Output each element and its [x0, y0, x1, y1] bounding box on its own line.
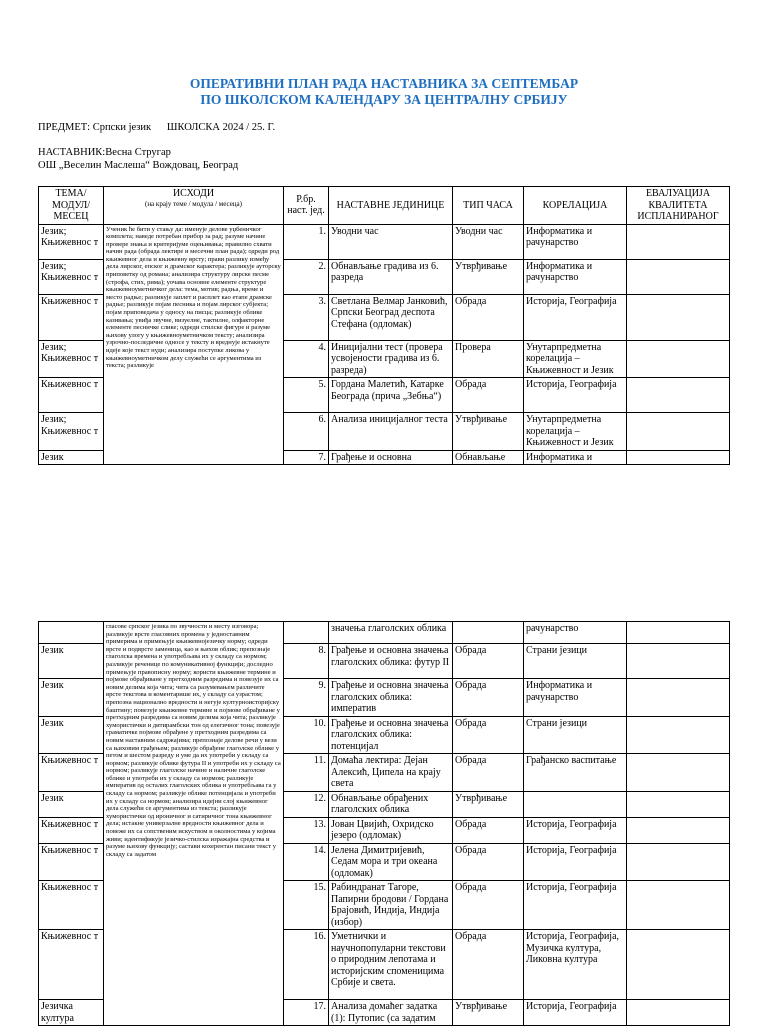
unit-cell: значења глаголских облика	[329, 622, 453, 644]
corr-cell: Историја, Географија	[524, 378, 627, 413]
eval-cell	[627, 881, 730, 930]
document-title	[0, 76, 768, 108]
topic-cell: Књижевнос т	[39, 930, 104, 1000]
type-cell: Обрада	[453, 378, 524, 413]
eval-cell	[627, 1000, 730, 1026]
type-cell: Уводни час	[453, 224, 524, 259]
unit-cell: Обнављање градива из 6. разреда	[329, 259, 453, 294]
num-cell: 8.	[284, 644, 329, 679]
header-outcomes-title: ИСХОДИ	[172, 188, 215, 199]
topic-cell: Књижевнос т	[39, 754, 104, 792]
unit-cell: Светлана Велмар Јанковић, Српски Београд деспота Стефана (одломак)	[329, 294, 453, 340]
type-cell: Обрада	[453, 817, 524, 843]
eval-cell	[627, 294, 730, 340]
topic-cell: Језик	[39, 679, 104, 717]
corr-cell: Информатика и рачунарство	[524, 224, 627, 259]
eval-cell	[627, 450, 730, 465]
eval-cell	[627, 259, 730, 294]
corr-cell: Унутарпредметна корелација – Књижевност и Језик	[524, 413, 627, 451]
unit-cell: Домаћа лектира: Дејан Алексић, Ципела на крају света	[329, 754, 453, 792]
eval-cell	[627, 378, 730, 413]
type-cell	[453, 622, 524, 644]
eval-cell	[627, 716, 730, 754]
type-cell: Провера	[453, 340, 524, 378]
corr-cell: Информатика и	[524, 450, 627, 465]
num-cell: 3.	[284, 294, 329, 340]
header-corr: КОРЕЛАЦИЈА	[524, 187, 627, 225]
table-row	[39, 622, 730, 644]
corr-cell	[524, 791, 627, 817]
topic-cell: Језик	[39, 644, 104, 679]
eval-cell	[627, 843, 730, 881]
unit-cell: Уводни час	[329, 224, 453, 259]
unit-cell: Анализа иницијалног теста	[329, 413, 453, 451]
unit-cell: Грађење и основна значења глаголских облика: футур II	[329, 644, 453, 679]
corr-cell: Информатика и рачунарство	[524, 679, 627, 717]
eval-cell	[627, 817, 730, 843]
topic-cell: Језик; Књижевнос т	[39, 413, 104, 451]
school-line: ОШ „Веселин Маслеша“ Вождовац, Београд	[38, 160, 239, 171]
num-cell: 6.	[284, 413, 329, 451]
unit-cell: Иницијални тест (провера усвојености градива из 6. разреда)	[329, 340, 453, 378]
topic-cell: Језик	[39, 716, 104, 754]
topic-cell	[39, 622, 104, 644]
header-unit: НАСТАВНЕ ЈЕДИНИЦЕ	[329, 187, 453, 225]
type-cell: Утврђивање	[453, 791, 524, 817]
topic-cell: Језик	[39, 450, 104, 465]
unit-cell: Анализа домаћег задатка (1): Путопис (са задатим	[329, 1000, 453, 1026]
header-outcomes-sub: (на крају теме / модула / месеца)	[144, 199, 242, 208]
type-cell: Обрада	[453, 644, 524, 679]
eval-cell	[627, 224, 730, 259]
unit-cell: Гордана Малетић, Катарке Београда (прича „Зебња“)	[329, 378, 453, 413]
type-cell: Утврђивање	[453, 1000, 524, 1026]
corr-cell: Грађанско васпитање	[524, 754, 627, 792]
num-cell: 2.	[284, 259, 329, 294]
outcomes-cell	[104, 224, 284, 465]
topic-cell: Књижевнос т	[39, 881, 104, 930]
unit-cell: Обнављање обрађених глаголских облика	[329, 791, 453, 817]
topic-cell: Књижевнос т	[39, 378, 104, 413]
num-cell: 16.	[284, 930, 329, 1000]
type-cell: Утврђивање	[453, 259, 524, 294]
topic-cell: Језик	[39, 791, 104, 817]
corr-cell: Историја, Географија, Музичка култура, Ликовна култура	[524, 930, 627, 1000]
type-cell: Обрада	[453, 930, 524, 1000]
corr-cell: Историја, Географија	[524, 817, 627, 843]
unit-cell: Грађење и основна значења глаголских облика: императив	[329, 679, 453, 717]
unit-cell: Јован Цвијић, Охридско језеро (одломак)	[329, 817, 453, 843]
topic-cell: Књижевнос т	[39, 294, 104, 340]
num-cell	[284, 622, 329, 644]
corr-cell: рачунарство	[524, 622, 627, 644]
outcomes-text: гласове српског језика по звучности и месту изговора; разликује врсте гласовних промена у једноставним примерима и примењује књижевнојезичку норму; одреди врсте и подврсте заменица, као и њихов облик; препознаје глаголска времена и употребљава их у складу са нормом; разликује реченице по комуникативној функцији; доследно примењује правописну норму; користи књижевне термине и појмове обрађиване у претходним разредима и повезује их са новим делима која чита; чита са разумевањем различите врсте текстова и коментарише их, у складу са узрастом; препозна национално вредности и негује културноисторијску баштину; повезује књижевне термине и појмове обрађиване у претходним разредима са новим делима која чита; разликује хумористички и дитирамбски тон од елегичног тона; повезује граматичке појмове обрађене у претходним разредима са новим наставним садржајима; препознаје делове речи у вези са њиховим грађењем; разликује обрађене глаголске облике у петом и шестом разреду и уме да их употреби у складу са нормом; разликује облике футура II и употреби их у складу са нормом; разликује глаголске начине и наличне глаголске облике и употреби их у складу са нормом; разликује императив од осталих глаголских облика и употребљава га у складу са нормом; разликује облике потенцијала и употреби их у складу са нормом; анализира идејни слој књижевног дела служећи се аргументима из текста; разликује хумористички од ироничног и сатиричног тона књижевног дела; истакне универзалне вредности књижевног дела и повеже их са сопственим искуством и околностима у којима живи; идентификује језичко-стилска изражајна средства и разуме њихову функцију; састави кохерентан писани текст у складу са задатом	[106, 623, 281, 858]
num-cell: 15.	[284, 881, 329, 930]
type-cell: Обрада	[453, 754, 524, 792]
type-cell: Обрада	[453, 679, 524, 717]
subject-line: ПРЕДМЕТ: Српски језик ШКОЛСКА 2024 / 25. Г.	[38, 122, 276, 133]
unit-cell: Уметнички и научнопопуларни текстови о природним лепотама и историјским споменицима Србије и света.	[329, 930, 453, 1000]
unit-cell: Грађење и основна	[329, 450, 453, 465]
eval-cell	[627, 622, 730, 644]
num-cell: 17.	[284, 1000, 329, 1026]
eval-cell	[627, 644, 730, 679]
header-num: Р.бр. наст. јед.	[284, 187, 329, 225]
outcomes-text: Ученик ће бити у стању да: именује делове уџбеничког комплета; наведе потребан прибор за рад; разуме начине провере знања и критеријуме оцењивања; правилно схвати начин рада (обрада лектире и месечни план рада); одреди род књижевног дела и књижевну врсту; прави разлику између дела лирског, епског и драмског карактера; разликује ауторску приповетку од романа; анализира структуру лирске песме (строфа, стих, рима); уочава основне елементе структуре књижевноуметничког дела: тема, мотив; радња, време и место радње; разликује заплет и расплет као етапе драмске радње; разликује појам песника и појам лирског субјекта; појам приповедача у односу на писца; разликује облике казивања; увиђа звучне, визуелне, тактилне, олфакторне елементе песничке слике; одреди стилске фигуре и разуме њихову улогу у књижевноуметничком тексту; анализира узрочно-последичне односе у тексту и вреднује истакнуте идеје које текст нуди; анализира поступке ликова у књижевноуметничком делу служећи се аргументима из текста; разликује	[106, 225, 281, 370]
teacher-line: НАСТАВНИК:Весна Стругар	[38, 147, 171, 158]
corr-cell: Страни језици	[524, 644, 627, 679]
outcomes-cell	[104, 622, 284, 1026]
num-cell: 9.	[284, 679, 329, 717]
num-cell: 5.	[284, 378, 329, 413]
header-eval: ЕВАЛУАЦИЈА КВАЛИТЕТА ИСПЛАНИРАНОГ	[627, 187, 730, 225]
title-line-2: ПО ШКОЛСКОМ КАЛЕНДАРУ ЗА ЦЕНТРАЛНУ СРБИЈУ	[200, 92, 568, 107]
title-line-1: ОПЕРАТИВНИ ПЛАН РАДА НАСТАВНИКА ЗА СЕПТЕМБАР	[189, 76, 579, 91]
table-row	[39, 224, 730, 259]
topic-cell: Књижевнос т	[39, 817, 104, 843]
corr-cell: Историја, Географија	[524, 881, 627, 930]
eval-cell	[627, 679, 730, 717]
eval-cell	[627, 754, 730, 792]
plan-table-page-2	[38, 621, 730, 1026]
eval-cell	[627, 930, 730, 1000]
unit-cell: Рабиндранат Тагоре, Папирни бродови / Гордана Брајовић, Индија, Индија (избор)	[329, 881, 453, 930]
num-cell: 13.	[284, 817, 329, 843]
type-cell: Обрада	[453, 716, 524, 754]
header-type: ТИП ЧАСА	[453, 187, 524, 225]
type-cell: Утврђивање	[453, 413, 524, 451]
corr-cell: Историја, Географија	[524, 294, 627, 340]
eval-cell	[627, 413, 730, 451]
topic-cell: Језик; Књижевнос т	[39, 259, 104, 294]
topic-cell: Језик; Књижевнос т	[39, 340, 104, 378]
corr-cell: Историја, Географија	[524, 843, 627, 881]
topic-cell: Књижевнос т	[39, 843, 104, 881]
type-cell: Обнављање	[453, 450, 524, 465]
num-cell: 7.	[284, 450, 329, 465]
plan-table-page-1	[38, 186, 730, 465]
type-cell: Обрада	[453, 843, 524, 881]
header-topic: ТЕМА/ МОДУЛ/ МЕСЕЦ	[39, 187, 104, 225]
eval-cell	[627, 791, 730, 817]
corr-cell: Информатика и рачунарство	[524, 259, 627, 294]
num-cell: 11.	[284, 754, 329, 792]
num-cell: 1.	[284, 224, 329, 259]
corr-cell: Страни језици	[524, 716, 627, 754]
unit-cell: Грађење и основна значења глаголских облика: потенцијал	[329, 716, 453, 754]
eval-cell	[627, 340, 730, 378]
num-cell: 4.	[284, 340, 329, 378]
unit-cell: Јелена Димитријевић, Седам мора и три океана (одломак)	[329, 843, 453, 881]
topic-cell: Језичка култура	[39, 1000, 104, 1026]
num-cell: 14.	[284, 843, 329, 881]
header-outcomes	[104, 187, 284, 225]
type-cell: Обрада	[453, 294, 524, 340]
num-cell: 12.	[284, 791, 329, 817]
num-cell: 10.	[284, 716, 329, 754]
corr-cell: Унутарпредметна корелација – Књижевност и Језик	[524, 340, 627, 378]
corr-cell: Историја, Географија	[524, 1000, 627, 1026]
type-cell: Обрада	[453, 881, 524, 930]
topic-cell: Језик; Књижевнос т	[39, 224, 104, 259]
table-header-row	[39, 187, 730, 225]
